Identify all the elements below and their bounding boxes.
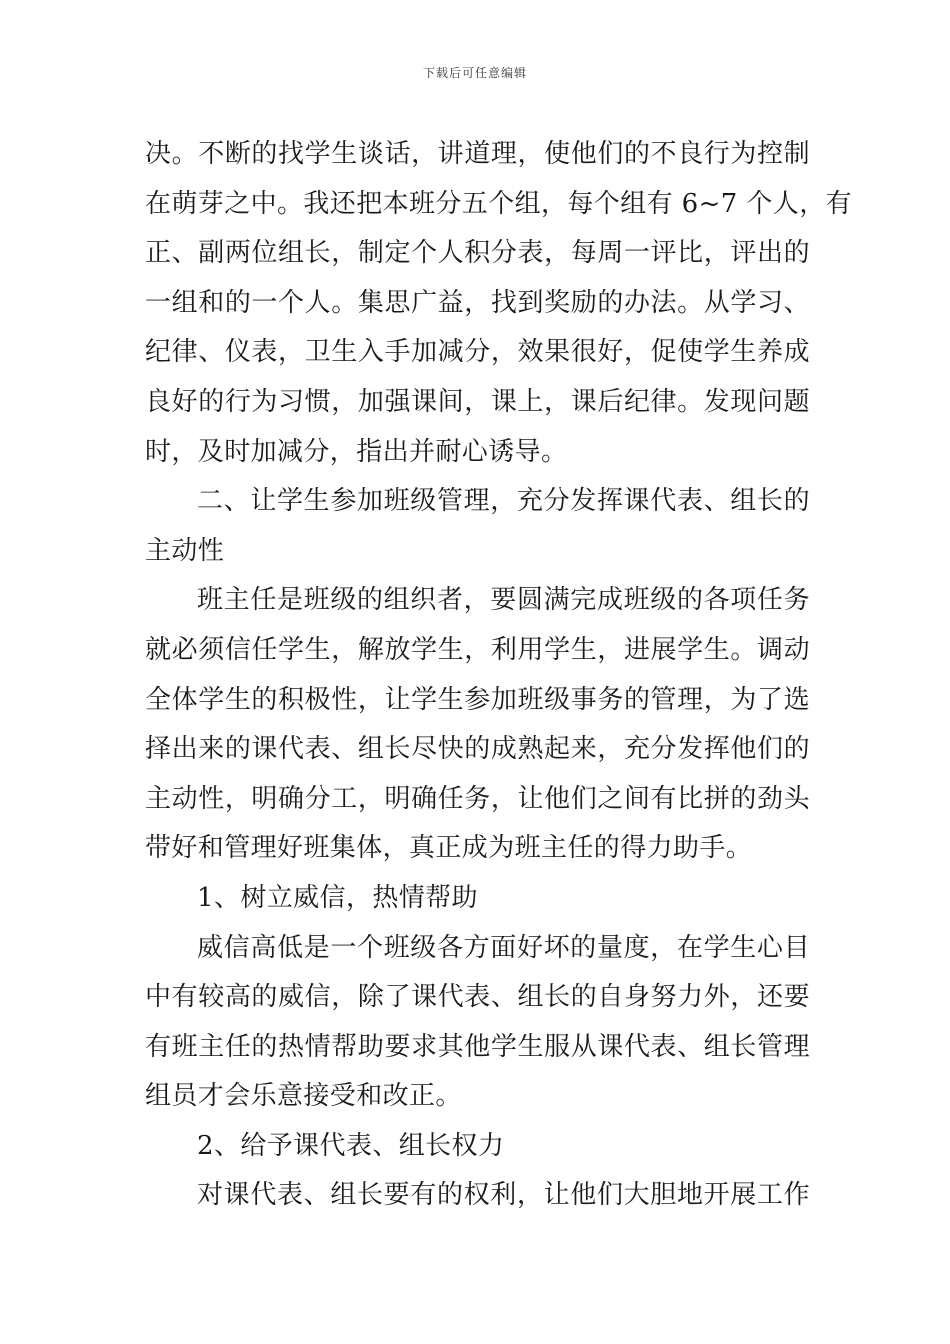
text-line: 对课代表、组长要有的权利，让他们大胆地开展工作 bbox=[197, 1180, 810, 1211]
text-line: 良好的行为习惯，加强课间，课上，课后纪律。发现问题 bbox=[145, 386, 810, 417]
text-line: 主动性，明确分工，明确任务，让他们之间有比拼的劲头 bbox=[145, 783, 810, 814]
text-line: 就必须信任学生，解放学生，利用学生，进展学生。调动 bbox=[145, 634, 810, 665]
text-line: 一组和的一个人。集思广益，找到奖励的办法。从学习、 bbox=[145, 287, 810, 318]
text-line: 择出来的课代表、组长尽快的成熟起来，充分发挥他们的 bbox=[145, 734, 810, 765]
text-line: 2、给予课代表、组长权力 bbox=[197, 1130, 505, 1161]
text-line: 1、树立威信，热情帮助 bbox=[197, 882, 478, 913]
text-line: 在萌芽之中。我还把本班分五个组，每个组有 6~7 个人，有 bbox=[145, 188, 852, 219]
page-header: 下载后可任意编辑 bbox=[422, 66, 527, 80]
text-line: 决。不断的找学生谈话，讲道理，使他们的不良行为控制 bbox=[145, 139, 810, 169]
text-line: 组员才会乐意接受和改正。 bbox=[145, 1081, 462, 1112]
text-line: 班主任是班级的组织者，要圆满完成班级的各项任务 bbox=[197, 585, 810, 616]
text-line: 带好和管理好班集体，真正成为班主任的得力助手。 bbox=[145, 833, 753, 864]
text-line: 中有较高的威信，除了课代表、组长的自身努力外，还要 bbox=[145, 982, 810, 1013]
document-body bbox=[145, 130, 852, 1221]
text-line: 时，及时加减分，指出并耐心诱导。 bbox=[145, 436, 568, 467]
text-line: 二、让学生参加班级管理，充分发挥课代表、组长的 bbox=[197, 486, 810, 517]
text-line: 全体学生的积极性，让学生参加班级事务的管理，为了选 bbox=[145, 684, 810, 715]
text-line: 有班主任的热情帮助要求其他学生服从课代表、组长管理 bbox=[145, 1031, 810, 1062]
text-line: 主动性 bbox=[145, 535, 225, 566]
text-line: 威信高低是一个班级各方面好坏的量度，在学生心目 bbox=[197, 932, 810, 963]
text-line: 纪律、仪表，卫生入手加减分，效果很好，促使学生养成 bbox=[145, 337, 810, 368]
text-line: 正、副两位组长，制定个人积分表，每周一评比，评出的 bbox=[145, 238, 810, 269]
